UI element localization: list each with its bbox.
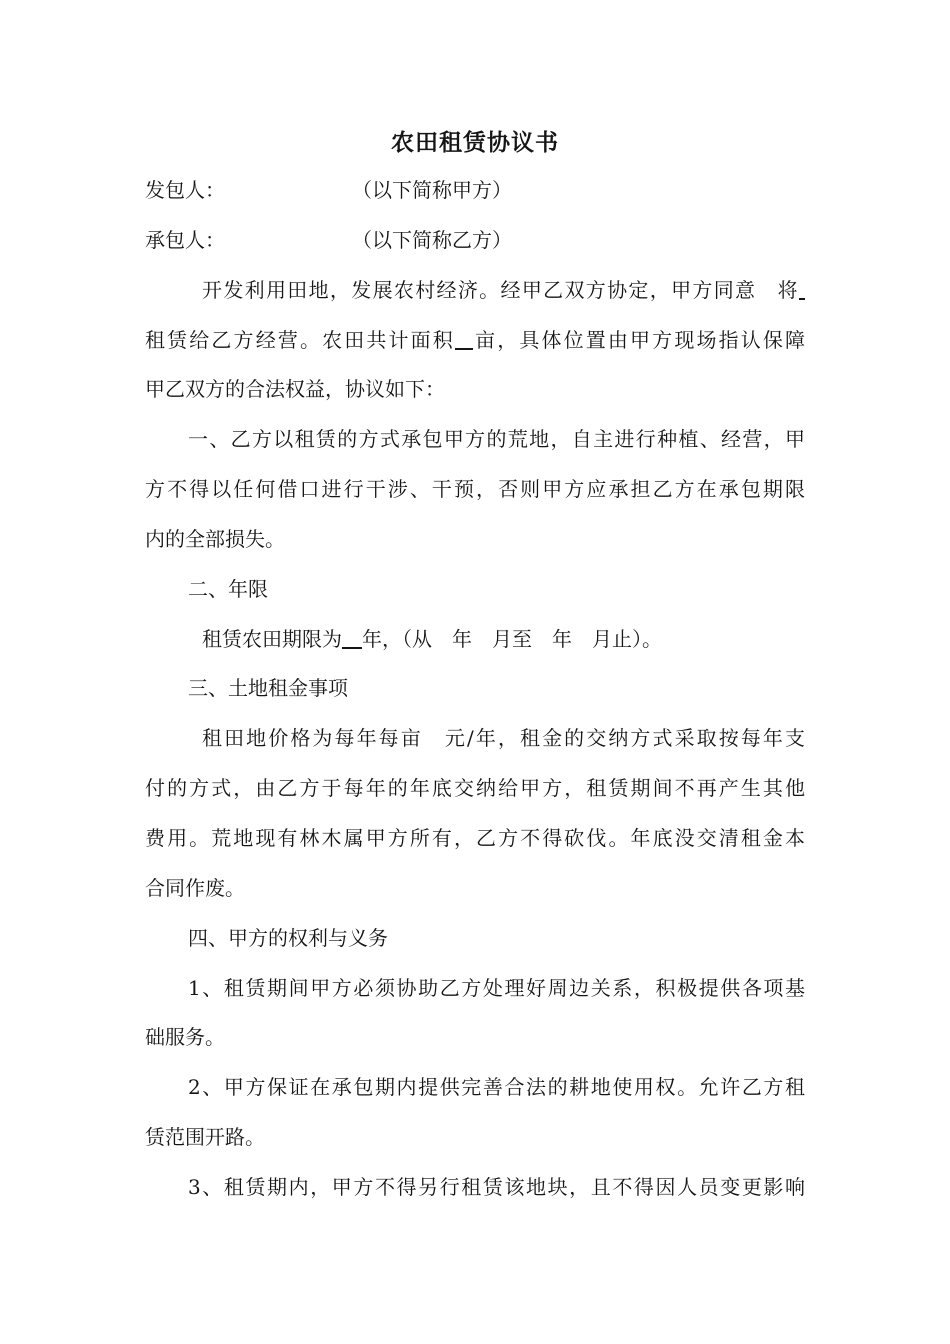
area-blank-underline — [455, 328, 473, 350]
party-a-label: 发包人： — [145, 178, 225, 202]
years-blank-underline — [342, 627, 362, 649]
clause-4-heading: 四、甲方的权利与义务 — [188, 925, 388, 950]
clause-4-item-1-line-2: 础服务。 — [145, 1025, 225, 1050]
clause-3-line-1: 租田地价格为每年每亩 元/年，租金的交纳方式采取按每年支 — [202, 726, 805, 751]
party-a-note: （以下简称甲方） — [352, 178, 512, 202]
document-title: 农田租赁协议书 — [391, 129, 559, 156]
clause-2-heading: 二、年限 — [188, 576, 268, 601]
party-b-label: 承包人： — [145, 227, 225, 252]
intro-line-2-text-b: 亩，具体位置由甲方现场指认保障 — [472, 327, 805, 352]
clause-4-item-1-line-1: 1、租赁期间甲方必须协助乙方处理好周边关系，积极提供各项基 — [188, 975, 805, 1000]
clause-1-line-3: 内的全部损失。 — [145, 526, 285, 551]
intro-line-3: 甲乙双方的合法权益，协议如下： — [145, 377, 445, 402]
party-a-line — [145, 166, 805, 216]
clause-3-line-4: 合同作废。 — [145, 875, 245, 900]
intro-line-1 — [145, 266, 805, 316]
blank-underline — [799, 278, 805, 300]
clause-4-item-3-line-1: 3、租赁期内，甲方不得另行租赁该地块，且不得因人员变更影响 — [188, 1174, 805, 1199]
intro-line-1-text: 开发利用田地，发展农村经济。经甲乙双方协定，甲方同意 将 — [202, 277, 799, 302]
clause-3-line-3: 费用。荒地现有林木属甲方所有，乙方不得砍伐。年底没交清租金本 — [145, 825, 805, 850]
clause-2-line-1-text-b: 年，（从 年 月至 年 月止）。 — [362, 626, 662, 651]
clause-2-line-1 — [145, 615, 805, 665]
clause-3-line-2: 付的方式，由乙方于每年的年底交纳给甲方，租赁期间不再产生其他 — [145, 776, 805, 801]
clause-1-line-2: 方不得以任何借口进行干涉、干预，否则甲方应承担乙方在承包期限 — [145, 477, 805, 502]
intro-line-2-text-a: 租赁给乙方经营。农田共计面积 — [145, 327, 455, 352]
clause-4-item-2-line-2: 赁范围开路。 — [145, 1125, 265, 1150]
clause-2-line-1-text-a: 租赁农田期限为 — [202, 626, 342, 651]
clause-1-line-1: 一、乙方以租赁的方式承包甲方的荒地，自主进行种植、经营，甲 — [188, 427, 805, 452]
party-b-note: （以下简称乙方） — [352, 227, 512, 252]
clause-3-heading: 三、土地租金事项 — [188, 676, 348, 701]
party-b-line — [145, 216, 805, 266]
document-body — [145, 166, 805, 1213]
intro-line-2 — [145, 316, 805, 366]
clause-4-item-2-line-1: 2、甲方保证在承包期内提供完善合法的耕地使用权。允许乙方租 — [188, 1075, 805, 1100]
